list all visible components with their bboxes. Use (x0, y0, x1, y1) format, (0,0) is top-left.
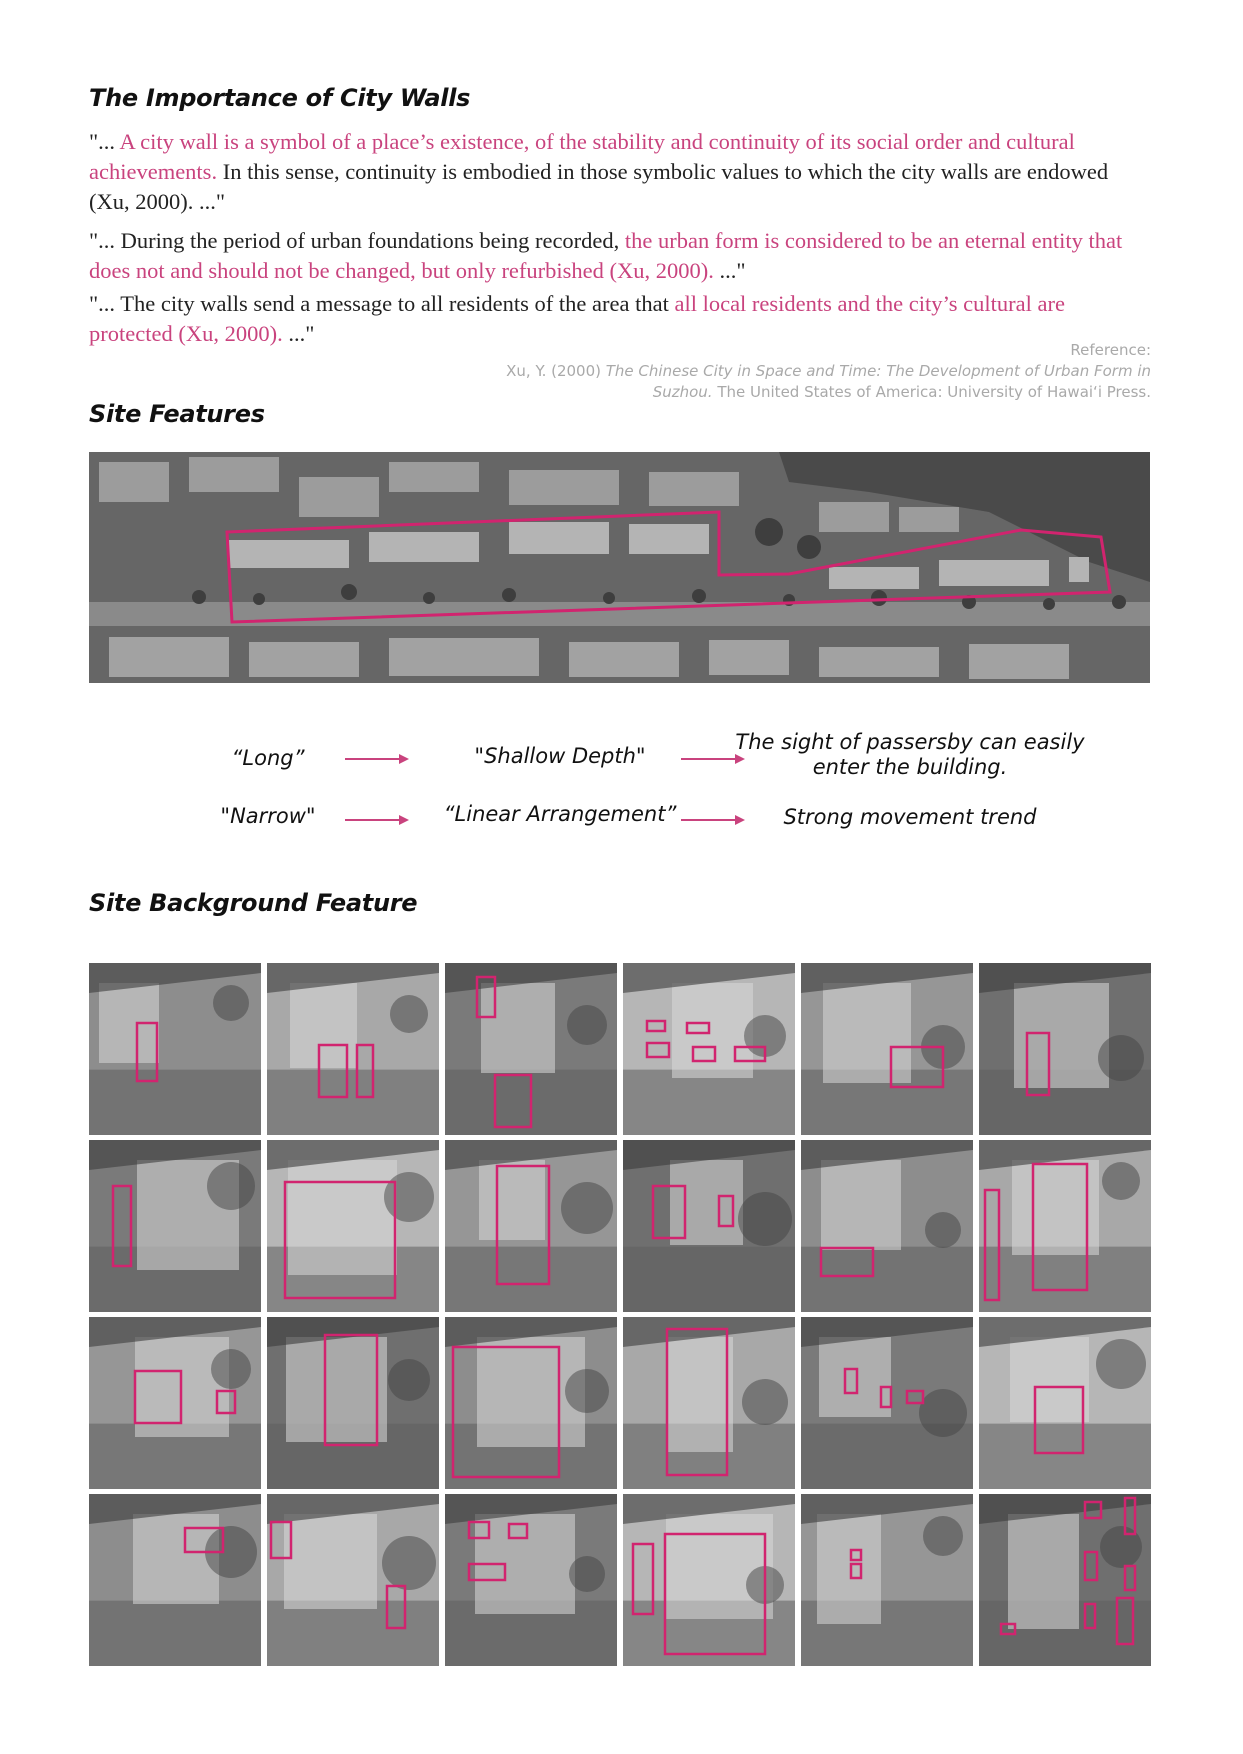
site-photo (979, 1140, 1151, 1312)
site-photo (445, 1317, 617, 1489)
flow-result-movement: Strong movement trend (783, 805, 1037, 829)
section-heading-importance: The Importance of City Walls (89, 84, 471, 112)
site-photo (267, 1494, 439, 1666)
site-photo (89, 963, 261, 1135)
site-photo (267, 1140, 439, 1312)
site-photo (979, 1494, 1151, 1666)
site-photo (89, 1140, 261, 1312)
flow-effect-linear-arrangement: “Linear Arrangement” (443, 802, 677, 826)
quote-2-highlight: the urban form is considered to be an eternal entity that does not and should not be changed, but only refurbished (Xu, 2000). (89, 228, 1123, 283)
site-photo (267, 1317, 439, 1489)
reference-publisher: The United States of America: University of Hawai‘i Press. (712, 383, 1151, 401)
reference-title-2: Suzhou. (652, 383, 713, 401)
site-photo (89, 1494, 261, 1666)
reference-title-1: The Chinese City in Space and Time: The Development of Urban Form in (605, 362, 1151, 380)
flow-effect-shallow-depth: "Shallow Depth" (474, 744, 646, 768)
reference-author: Xu, Y. (2000) (506, 362, 606, 380)
flow-result-sight: The sight of passersby can easily enter the building. (735, 730, 1085, 779)
site-photo (801, 1494, 973, 1666)
quote-3: "... The city walls send a message to all residents of the area that all local residents and the city’s cultural are protected (Xu, 2000). ..." (89, 291, 1065, 346)
reference-block (506, 340, 1151, 403)
site-photo (623, 1317, 795, 1489)
site-photo (801, 1140, 973, 1312)
site-photo (89, 1317, 261, 1489)
section-heading-site-features: Site Features (89, 400, 265, 428)
site-photo (445, 1140, 617, 1312)
site-photo (445, 963, 617, 1135)
site-photo (267, 963, 439, 1135)
arrow-right-icon (681, 813, 747, 827)
site-photo (801, 1317, 973, 1489)
site-photo (801, 963, 973, 1135)
site-photo (623, 963, 795, 1135)
arrow-right-icon (345, 813, 411, 827)
quote-2: "... During the period of urban foundations being recorded, the urban form is considered to be an eternal entity that does not and should not be changed, but only refurbished (Xu, 2000). ..." (89, 228, 1123, 283)
reference-label: Reference: (1070, 341, 1151, 359)
section-heading-site-background: Site Background Feature (89, 889, 418, 917)
arrow-right-icon (345, 752, 411, 766)
aerial-photo (89, 452, 1150, 683)
quote-3-highlight: all local residents and the city’s cultural are protected (Xu, 2000). (89, 291, 1065, 346)
site-photo (979, 1317, 1151, 1489)
aerial-site-map (89, 452, 1150, 683)
site-photo (445, 1494, 617, 1666)
flow-term-narrow: "Narrow" (220, 804, 316, 828)
site-photo (623, 1140, 795, 1312)
flow-term-long: “Long” (231, 746, 305, 770)
quote-1: "... A city wall is a symbol of a place’s existence, of the stability and continuity of its social order and cultural achievements. In this sense, continuity is embodied in those symbolic values to which the city walls are endowed (Xu, 2000). ..." (89, 129, 1109, 214)
site-photo (979, 963, 1151, 1135)
site-photo (623, 1494, 795, 1666)
quote-1-highlight: A city wall is a symbol of a place’s existence, of the stability and continuity of its social order and cultural achievements. (89, 129, 1075, 184)
photo-grid (89, 963, 1152, 1665)
